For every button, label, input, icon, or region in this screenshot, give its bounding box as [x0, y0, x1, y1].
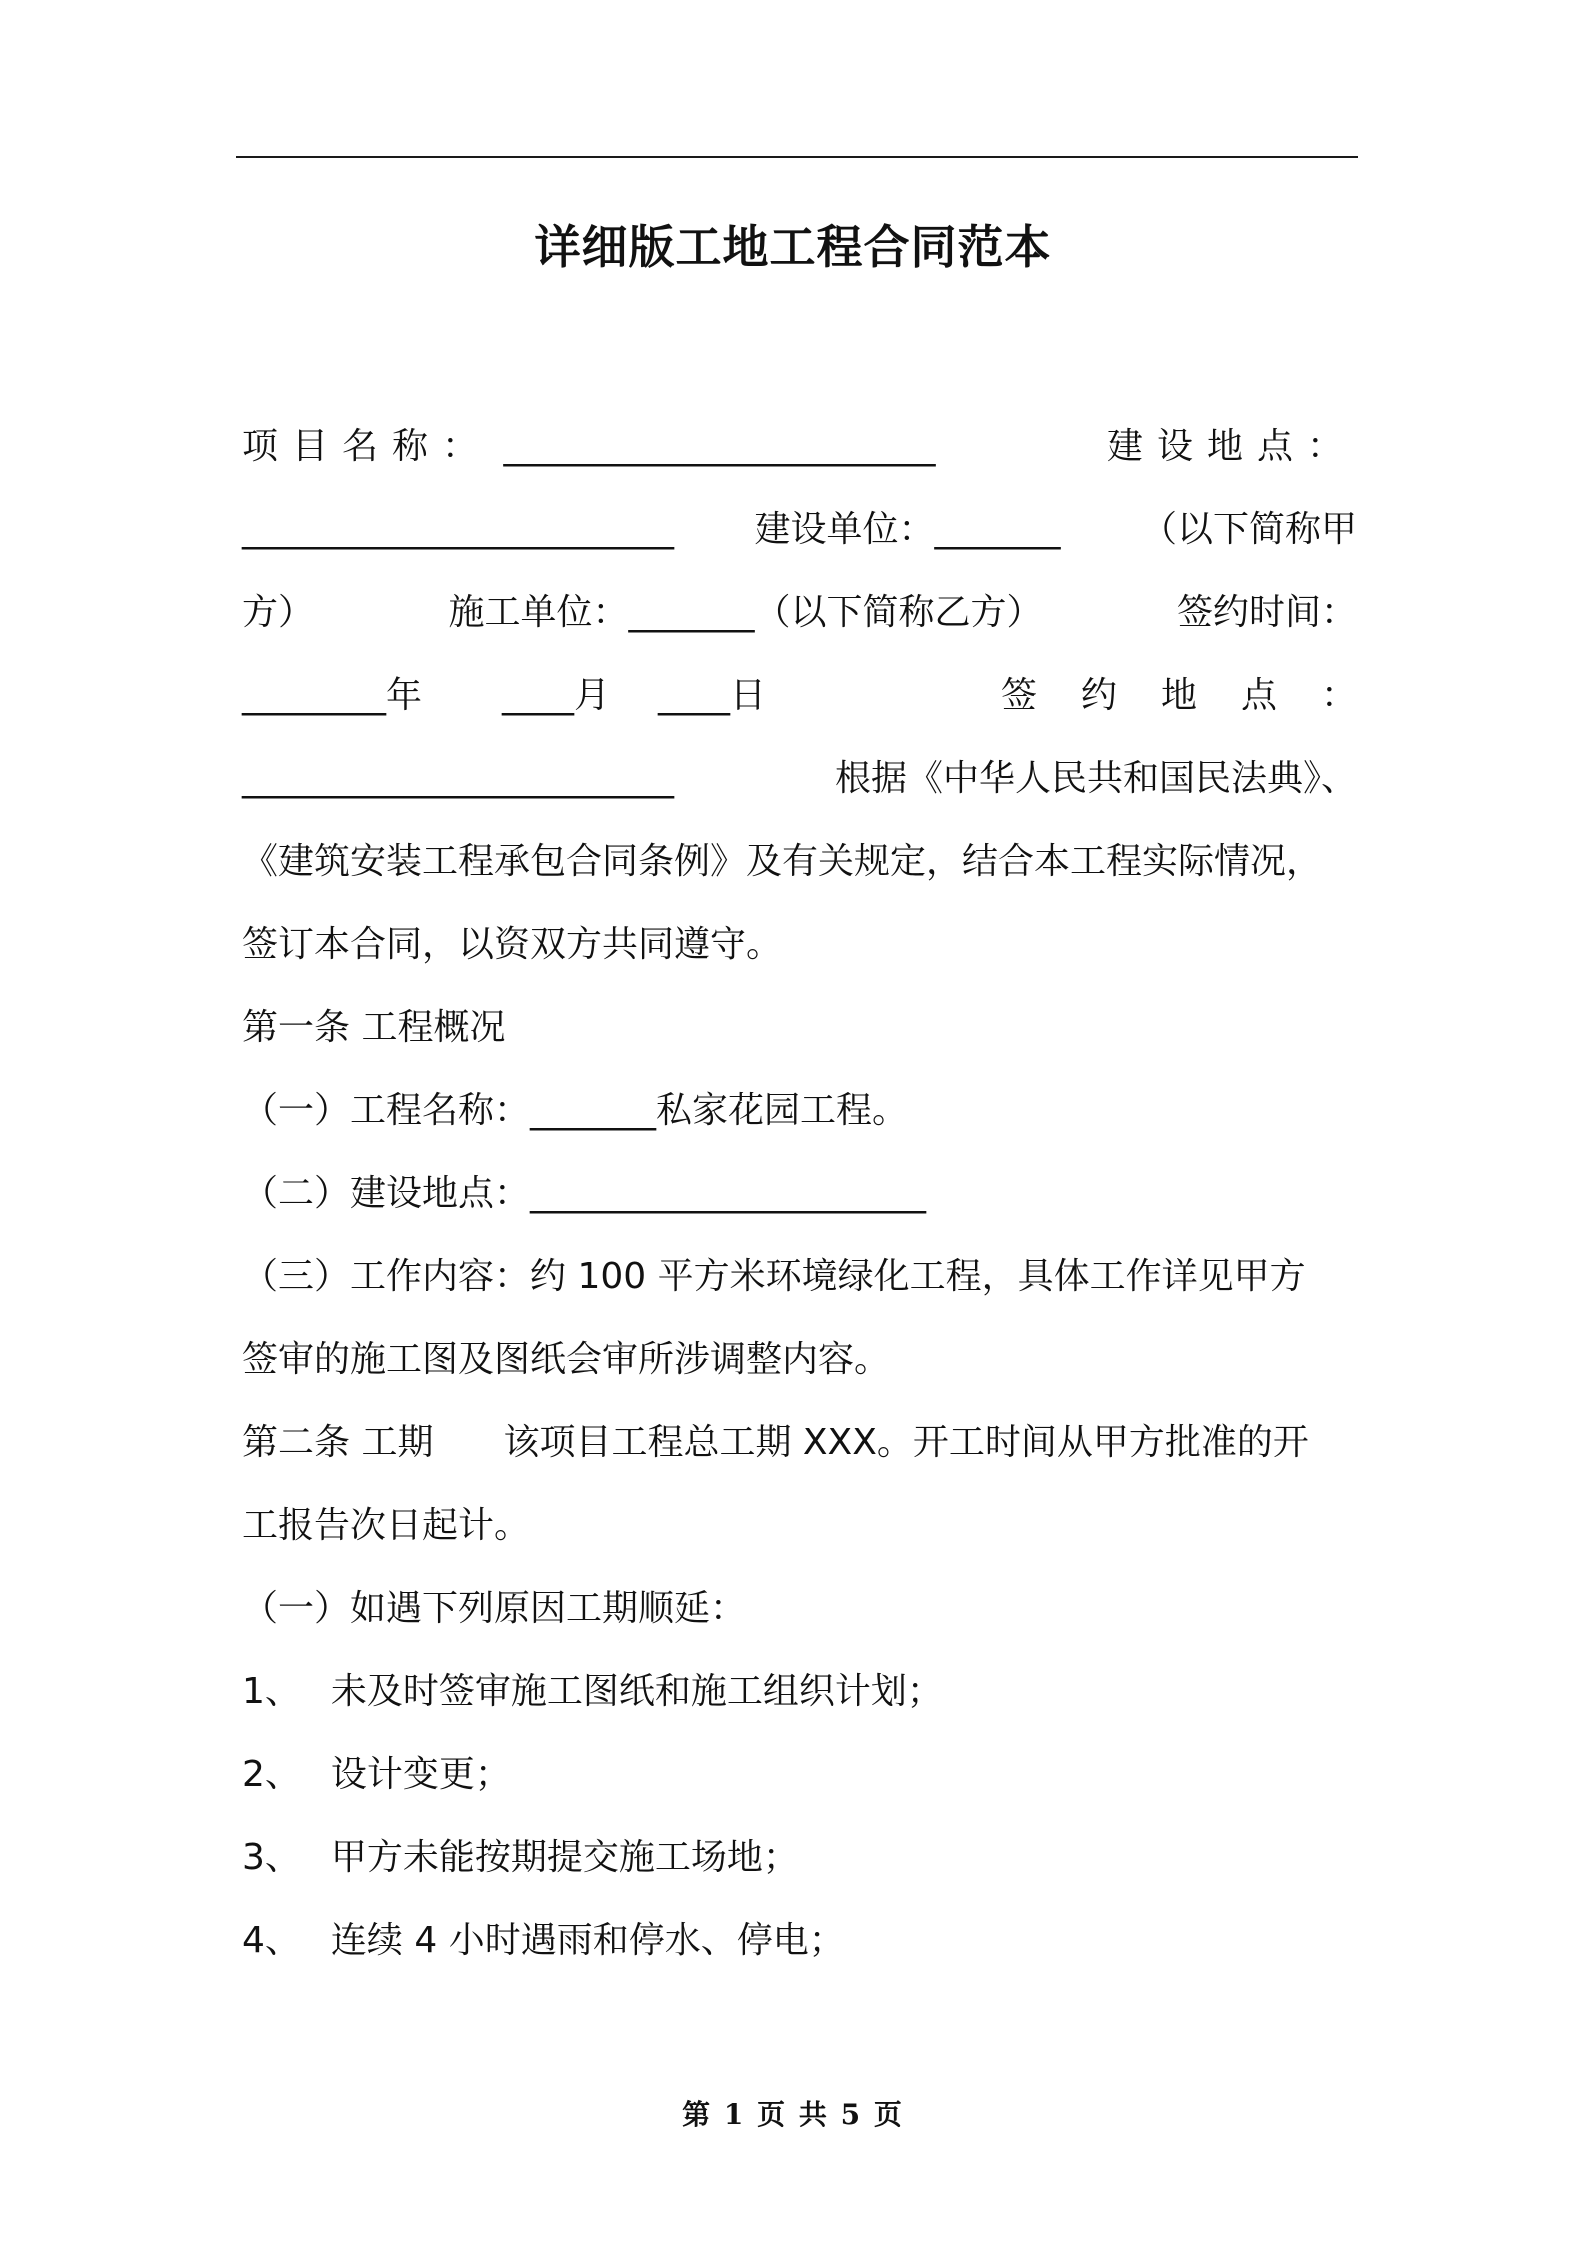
- basis-line-3: 签订本合同，以资双方共同遵守。: [242, 924, 783, 965]
- site-label: 建设地点：: [1106, 426, 1357, 467]
- article-2-heading-row: [242, 1401, 1357, 1484]
- article-1-item-2: [242, 1152, 1357, 1235]
- intro-line-2: [242, 488, 1357, 571]
- document-title: 详细版工地工程合同范本: [534, 220, 1052, 274]
- sign-time-label: 签约时间：: [1176, 592, 1357, 633]
- year-label: 年: [386, 675, 423, 716]
- item-3-line-1: （三）工作内容：约 100 平方米环境绿化工程，具体工作详见甲方: [242, 1256, 1306, 1297]
- document-body: [242, 405, 1401, 1982]
- contractor-label: 施工单位：: [448, 592, 629, 633]
- intro-line-3: [242, 571, 1357, 654]
- article-1-heading-row: [242, 986, 1357, 1069]
- list-item: [242, 1899, 1357, 1982]
- basis-line-3-row: [242, 903, 1357, 986]
- intro-line-1: [242, 405, 1357, 488]
- month-blank: ____: [502, 675, 575, 716]
- article-1-item-1: [242, 1069, 1357, 1152]
- list-item: [242, 1650, 1357, 1733]
- list-item-text: 甲方未能按期提交施工场地；: [330, 1837, 799, 1878]
- article-1-item-3-line-1: [242, 1235, 1357, 1318]
- item-1-label: （一）工程名称：: [242, 1090, 531, 1131]
- article-2-sub-1: （一）如遇下列原因工期顺延：: [242, 1588, 747, 1629]
- basis-line-2: 《建筑安装工程承包合同条例》及有关规定，结合本工程实际情况，: [242, 841, 1323, 882]
- item-2-blank: ______________________: [530, 1173, 927, 1214]
- builder-alias-end: 方）: [242, 592, 315, 633]
- builder-label: 建设单位：: [754, 509, 935, 550]
- list-item: [242, 1816, 1357, 1899]
- intro-line-4: [242, 654, 1401, 737]
- builder-alias: （以下简称甲: [1140, 509, 1357, 550]
- contractor-alias: （以下简称乙方）: [754, 592, 1043, 633]
- site-blank: ________________________: [242, 509, 674, 550]
- list-item-text: 设计变更；: [330, 1754, 511, 1795]
- month-label: 月: [574, 675, 611, 716]
- list-item-text: 未及时签审施工图纸和施工组织计划；: [330, 1671, 943, 1712]
- item-1-blank: _______: [530, 1090, 657, 1131]
- article-2-text-line-1: 该项目工程总工期 XXX。开工时间从甲方批准的开: [503, 1422, 1309, 1463]
- item-1-value: 私家花园工程。: [656, 1090, 909, 1131]
- article-2-heading: 第二条 工期: [242, 1422, 434, 1463]
- article-2-text-row-2: [242, 1484, 1357, 1567]
- intro-line-5: [242, 737, 1357, 820]
- year-blank: ________: [242, 675, 386, 716]
- item-3-line-2: 签审的施工图及图纸会审所涉调整内容。: [242, 1339, 891, 1380]
- article-1-heading: 第一条 工程概况: [242, 1007, 506, 1048]
- list-item-number: 2、: [242, 1754, 301, 1795]
- item-2-label: （二）建设地点：: [242, 1173, 531, 1214]
- article-1-item-3-line-2: [242, 1318, 1357, 1401]
- list-item-number: 1、: [242, 1671, 301, 1712]
- builder-blank: _______: [934, 509, 1061, 550]
- basis-line-2-row: [242, 820, 1357, 903]
- article-2-text-line-2: 工报告次日起计。: [242, 1505, 531, 1546]
- basis-line-1: 根据《中华人民共和国民法典》、: [834, 758, 1357, 799]
- day-label: 日: [730, 675, 767, 716]
- sign-place-label: 签约地点：: [1000, 675, 1401, 716]
- article-2-sub-1-row: [242, 1567, 1357, 1650]
- day-blank: ____: [658, 675, 731, 716]
- project-name-label: 项目名称：: [242, 426, 493, 467]
- header-rule: [236, 156, 1358, 158]
- project-name-blank: ________________________: [503, 426, 936, 467]
- sign-place-blank: ________________________: [242, 758, 674, 799]
- list-item-number: 4、: [242, 1920, 301, 1961]
- list-item-number: 3、: [242, 1837, 301, 1878]
- page-footer: 第 1 页 共 5 页: [682, 2098, 904, 2131]
- contractor-blank: _______: [628, 592, 755, 633]
- list-item-text: 连续 4 小时遇雨和停水、停电；: [330, 1920, 845, 1961]
- list-item: [242, 1733, 1357, 1816]
